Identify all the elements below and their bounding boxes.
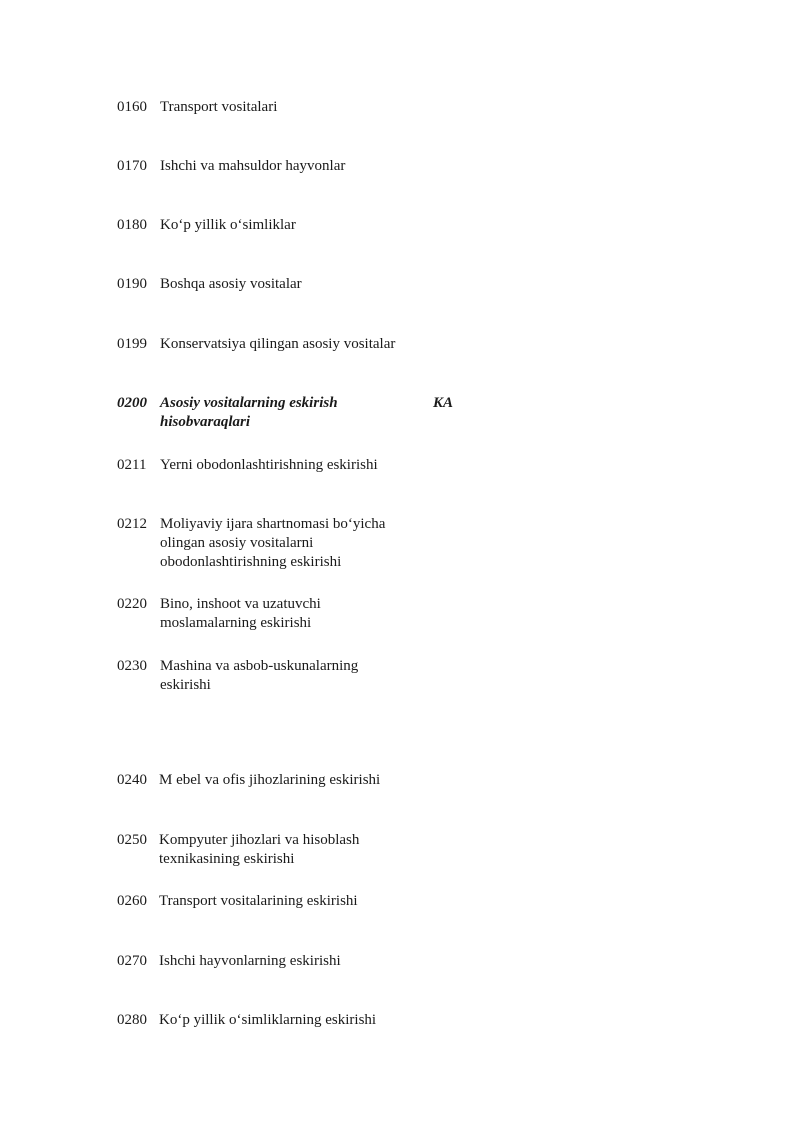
contra-asset-mark: KA (433, 395, 454, 411)
account-code: 0230 (117, 658, 147, 674)
account-code: 0180 (117, 217, 147, 233)
account-title: Ko‘p yillik o‘simliklarning eskirishi (159, 1012, 377, 1028)
account-code: 0270 (117, 953, 147, 969)
account-title: Kompyuter jihozlari va hisoblash texnikasining eskirishi (159, 832, 360, 867)
account-title: Yerni obodonlashtirishning eskirishi (160, 457, 378, 473)
account-code: 0170 (117, 158, 147, 174)
account-title: Moliyaviy ijara shartnomasi bo‘yicha olingan asosiy vositalarni obodonlashtirishning eskirishi (160, 516, 386, 570)
account-code: 0220 (117, 596, 147, 612)
account-code: 0240 (117, 772, 147, 788)
account-title: Transport vositalari (160, 99, 278, 115)
account-code: 0260 (117, 893, 147, 909)
account-title: Transport vositalarining eskirishi (159, 893, 358, 909)
account-code: 0199 (117, 336, 147, 352)
account-title: Ko‘p yillik o‘simliklar (160, 217, 296, 233)
account-title: Ishchi hayvonlarning eskirishi (159, 953, 341, 969)
account-code: 0280 (117, 1012, 147, 1028)
account-code: 0200 (117, 395, 147, 411)
account-title: Konservatsiya qilingan asosiy vositalar (160, 336, 396, 352)
account-title: Asosiy vositalarning eskirish hisobvaraqlari (160, 395, 338, 430)
account-title: Boshqa asosiy vositalar (160, 276, 302, 292)
account-title: Mashina va asbob-uskunalarning eskirishi (160, 658, 359, 693)
account-code: 0190 (117, 276, 147, 292)
account-code: 0212 (117, 516, 147, 532)
account-code: 0160 (117, 99, 147, 115)
account-title: Bino, inshoot va uzatuvchi moslamalarning eskirishi (160, 596, 321, 631)
account-code: 0211 (117, 457, 147, 473)
account-title: M ebel va ofis jihozlarining eskirishi (159, 772, 381, 788)
account-code: 0250 (117, 832, 147, 848)
account-title: Ishchi va mahsuldor hayvonlar (160, 158, 346, 174)
